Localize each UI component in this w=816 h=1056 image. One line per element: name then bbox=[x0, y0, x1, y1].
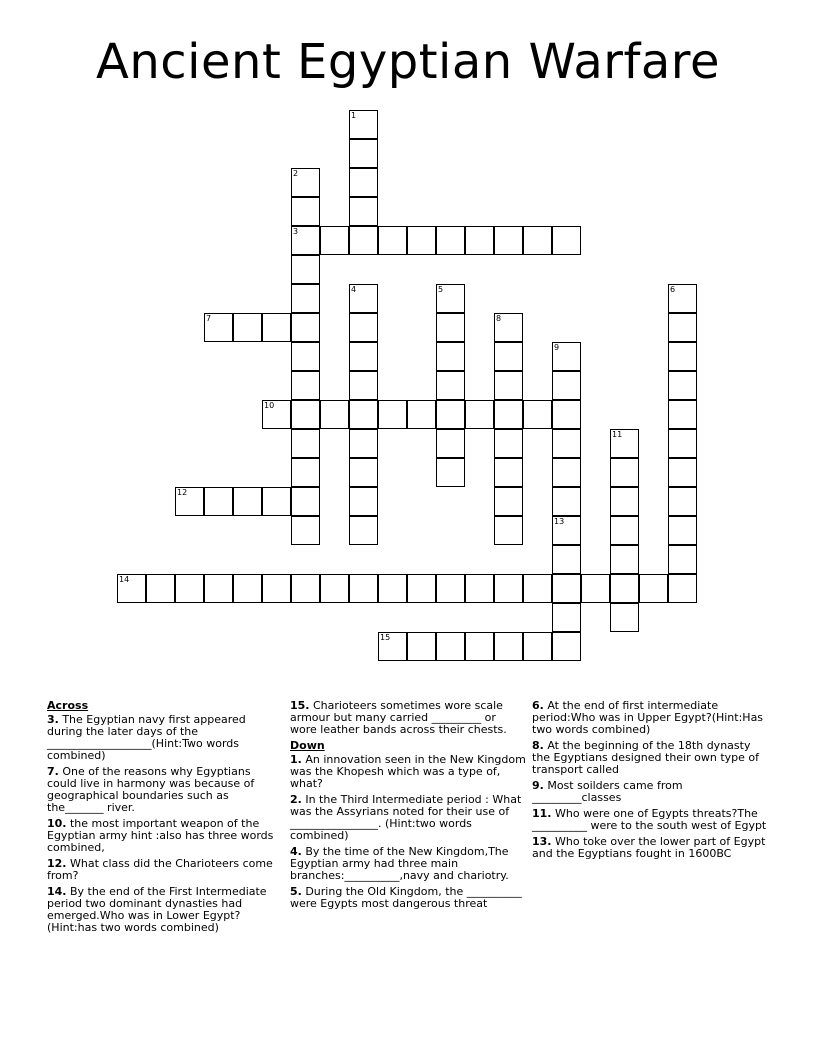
clue-item-text: An innovation seen in the New Kingdom was the Khopesh which was a type of, what? bbox=[290, 753, 526, 790]
grid-cell[interactable] bbox=[494, 632, 523, 661]
clue-item-number: 2. bbox=[290, 793, 302, 806]
grid-cell[interactable] bbox=[291, 313, 320, 342]
grid-cell[interactable] bbox=[668, 342, 697, 371]
grid-cell[interactable] bbox=[668, 284, 697, 313]
grid-cell[interactable] bbox=[436, 429, 465, 458]
grid-cell[interactable] bbox=[291, 342, 320, 371]
grid-cell[interactable] bbox=[494, 458, 523, 487]
grid-cell[interactable] bbox=[668, 545, 697, 574]
grid-cell[interactable] bbox=[291, 197, 320, 226]
clue-item bbox=[47, 766, 283, 814]
grid-cell[interactable] bbox=[117, 574, 146, 603]
grid-cell[interactable] bbox=[610, 487, 639, 516]
grid-cell[interactable] bbox=[523, 574, 552, 603]
clue-item-text: What class did the Charioteers come from? bbox=[47, 857, 273, 882]
grid-cell[interactable] bbox=[494, 371, 523, 400]
grid-cell[interactable] bbox=[552, 342, 581, 371]
clues-column-2 bbox=[290, 700, 526, 914]
grid-cell[interactable] bbox=[523, 400, 552, 429]
grid-cell[interactable] bbox=[552, 632, 581, 661]
clue-item-number: 4. bbox=[290, 845, 302, 858]
clue-item bbox=[532, 740, 768, 776]
grid-cell[interactable] bbox=[668, 371, 697, 400]
grid-cell[interactable] bbox=[204, 313, 233, 342]
grid-cell[interactable] bbox=[465, 400, 494, 429]
clue-item bbox=[532, 780, 768, 804]
grid-cell[interactable] bbox=[552, 458, 581, 487]
grid-cell[interactable] bbox=[668, 429, 697, 458]
clue-item-number: 14. bbox=[47, 885, 67, 898]
clue-item-text: At the beginning of the 18th dynasty the Egyptians designed their own type of transport called bbox=[532, 739, 760, 776]
clue-item-text: In the Third Intermediate period : What was the Assyrians noted for their use of ________________. (Hint:two words combined) bbox=[290, 793, 522, 842]
grid-cell[interactable] bbox=[610, 574, 639, 603]
grid-cell[interactable] bbox=[581, 574, 610, 603]
grid-cell[interactable] bbox=[291, 458, 320, 487]
grid-cell[interactable] bbox=[668, 516, 697, 545]
grid-cell[interactable] bbox=[349, 139, 378, 168]
grid-cell[interactable] bbox=[349, 574, 378, 603]
grid-cell[interactable] bbox=[552, 487, 581, 516]
clue-number: 14 bbox=[119, 575, 130, 584]
grid-cell[interactable] bbox=[349, 516, 378, 545]
grid-cell[interactable] bbox=[378, 574, 407, 603]
grid-cell[interactable] bbox=[494, 429, 523, 458]
grid-cell[interactable] bbox=[378, 400, 407, 429]
grid-cell[interactable] bbox=[407, 400, 436, 429]
grid-cell[interactable] bbox=[262, 487, 291, 516]
clue-item bbox=[47, 818, 283, 854]
clue-item bbox=[47, 714, 283, 762]
grid-cell[interactable] bbox=[610, 516, 639, 545]
grid-cell[interactable] bbox=[233, 574, 262, 603]
grid-cell[interactable] bbox=[552, 226, 581, 255]
grid-cell[interactable] bbox=[291, 429, 320, 458]
clue-item-text: By the time of the New Kingdom,The Egyptian army had three main branches:__________,navy and chariotry. bbox=[290, 845, 509, 882]
clue-item-text: The Egyptian navy first appeared during the later days of the ___________________(Hint:Two words combined) bbox=[47, 713, 246, 762]
grid-cell[interactable] bbox=[436, 371, 465, 400]
clue-item-number: 12. bbox=[47, 857, 67, 870]
grid-cell[interactable] bbox=[291, 255, 320, 284]
clue-item-number: 11. bbox=[532, 807, 552, 820]
grid-cell[interactable] bbox=[146, 574, 175, 603]
grid-cell[interactable] bbox=[436, 313, 465, 342]
clue-number: 5 bbox=[438, 285, 444, 294]
grid-cell[interactable] bbox=[552, 429, 581, 458]
clue-item-text: Charioteers sometimes wore scale armour but many carried _________ or wore leather bands across their chests. bbox=[290, 699, 507, 736]
grid-cell[interactable] bbox=[262, 400, 291, 429]
grid-cell[interactable] bbox=[639, 574, 668, 603]
clue-number: 1 bbox=[351, 111, 357, 120]
clue-item bbox=[47, 858, 283, 882]
clue-item-number: 9. bbox=[532, 779, 544, 792]
grid-cell[interactable] bbox=[291, 400, 320, 429]
grid-cell[interactable] bbox=[262, 574, 291, 603]
clue-item bbox=[290, 700, 526, 736]
clue-item-text: the most important weapon of the Egyptian army hint :also has three words combined, bbox=[47, 817, 274, 854]
grid-cell[interactable] bbox=[349, 400, 378, 429]
grid-cell[interactable] bbox=[436, 400, 465, 429]
grid-cell[interactable] bbox=[552, 545, 581, 574]
grid-cell[interactable] bbox=[494, 574, 523, 603]
clue-number: 9 bbox=[554, 343, 560, 352]
clue-item-number: 13. bbox=[532, 835, 552, 848]
clue-number: 7 bbox=[206, 314, 212, 323]
clue-number: 10 bbox=[264, 401, 275, 410]
page-title: Ancient Egyptian Warfare bbox=[96, 34, 720, 90]
grid-cell[interactable] bbox=[349, 284, 378, 313]
grid-cell[interactable] bbox=[349, 226, 378, 255]
clue-number: 11 bbox=[612, 430, 623, 439]
clue-section-header: Down bbox=[290, 739, 325, 752]
grid-cell[interactable] bbox=[552, 371, 581, 400]
clue-item-number: 6. bbox=[532, 699, 544, 712]
clue-item bbox=[290, 794, 526, 842]
grid-cell[interactable] bbox=[552, 400, 581, 429]
grid-cell[interactable] bbox=[378, 632, 407, 661]
grid-cell[interactable] bbox=[668, 313, 697, 342]
grid-cell[interactable] bbox=[349, 458, 378, 487]
grid-cell[interactable] bbox=[320, 400, 349, 429]
grid-cell[interactable] bbox=[349, 342, 378, 371]
clue-item-number: 10. bbox=[47, 817, 67, 830]
grid-cell[interactable] bbox=[407, 226, 436, 255]
grid-cell[interactable] bbox=[494, 313, 523, 342]
grid-cell[interactable] bbox=[436, 632, 465, 661]
clue-item-number: 8. bbox=[532, 739, 544, 752]
grid-cell[interactable] bbox=[175, 487, 204, 516]
grid-cell[interactable] bbox=[349, 429, 378, 458]
grid-cell[interactable] bbox=[291, 371, 320, 400]
grid-cell[interactable] bbox=[349, 371, 378, 400]
grid-cell[interactable] bbox=[552, 516, 581, 545]
grid-cell[interactable] bbox=[494, 400, 523, 429]
grid-cell[interactable] bbox=[320, 574, 349, 603]
grid-cell[interactable] bbox=[349, 487, 378, 516]
clue-number: 4 bbox=[351, 285, 357, 294]
clue-number: 6 bbox=[670, 285, 676, 294]
clues-column-1 bbox=[47, 700, 283, 938]
clue-item-number: 1. bbox=[290, 753, 302, 766]
grid-cell[interactable] bbox=[349, 313, 378, 342]
grid-cell[interactable] bbox=[291, 487, 320, 516]
grid-cell[interactable] bbox=[494, 226, 523, 255]
grid-cell[interactable] bbox=[610, 603, 639, 632]
grid-cell[interactable] bbox=[668, 574, 697, 603]
clue-item bbox=[290, 846, 526, 882]
clue-item-number: 5. bbox=[290, 885, 302, 898]
grid-cell[interactable] bbox=[436, 226, 465, 255]
clue-number: 3 bbox=[293, 227, 299, 236]
grid-cell[interactable] bbox=[494, 342, 523, 371]
grid-cell[interactable] bbox=[175, 574, 204, 603]
clue-item-text: One of the reasons why Egyptians could live in harmony was because of geographical boundaries such as the_______ river. bbox=[47, 765, 255, 814]
grid-cell[interactable] bbox=[610, 429, 639, 458]
grid-cell[interactable] bbox=[204, 487, 233, 516]
clue-item-text: At the end of first intermediate period:Who was in Upper Egypt?(Hint:Has two words combined) bbox=[532, 699, 764, 736]
grid-cell[interactable] bbox=[291, 226, 320, 255]
grid-cell[interactable] bbox=[523, 632, 552, 661]
grid-cell[interactable] bbox=[668, 400, 697, 429]
grid-cell[interactable] bbox=[494, 516, 523, 545]
grid-cell[interactable] bbox=[407, 574, 436, 603]
clue-number: 15 bbox=[380, 633, 391, 642]
grid-cell[interactable] bbox=[610, 458, 639, 487]
grid-cell[interactable] bbox=[349, 168, 378, 197]
grid-cell[interactable] bbox=[349, 197, 378, 226]
grid-cell[interactable] bbox=[407, 632, 436, 661]
grid-cell[interactable] bbox=[378, 226, 407, 255]
grid-cell[interactable] bbox=[523, 226, 552, 255]
grid-cell[interactable] bbox=[436, 458, 465, 487]
grid-cell[interactable] bbox=[465, 574, 494, 603]
grid-cell[interactable] bbox=[291, 284, 320, 313]
grid-cell[interactable] bbox=[436, 284, 465, 313]
clue-item-number: 7. bbox=[47, 765, 59, 778]
grid-cell[interactable] bbox=[610, 545, 639, 574]
clue-item-text: During the Old Kingdom, the __________ were Egypts most dangerous threat bbox=[290, 885, 522, 910]
clue-item-text: Most soilders came from _________classes bbox=[532, 779, 683, 804]
grid-cell[interactable] bbox=[668, 487, 697, 516]
clue-item bbox=[532, 808, 768, 832]
clue-number: 13 bbox=[554, 517, 565, 526]
grid-cell[interactable] bbox=[465, 226, 494, 255]
clue-item-number: 15. bbox=[290, 699, 310, 712]
clue-number: 8 bbox=[496, 314, 502, 323]
clue-item-number: 3. bbox=[47, 713, 59, 726]
grid-cell[interactable] bbox=[291, 516, 320, 545]
clue-item-text: Who were one of Egypts threats?The __________ were to the south west of Egypt bbox=[532, 807, 767, 832]
grid-cell[interactable] bbox=[320, 226, 349, 255]
clue-item bbox=[532, 836, 768, 860]
clues-column-3 bbox=[532, 700, 768, 864]
grid-cell[interactable] bbox=[233, 313, 262, 342]
clue-section-header: Across bbox=[47, 699, 89, 712]
grid-cell[interactable] bbox=[668, 458, 697, 487]
clue-item bbox=[532, 700, 768, 736]
grid-cell[interactable] bbox=[233, 487, 262, 516]
clue-item-text: Who toke over the lower part of Egypt and the Egyptians fought in 1600BC bbox=[532, 835, 766, 860]
grid-cell[interactable] bbox=[552, 574, 581, 603]
clue-number: 2 bbox=[293, 169, 299, 178]
grid-cell[interactable] bbox=[465, 632, 494, 661]
grid-cell[interactable] bbox=[552, 603, 581, 632]
clue-item bbox=[290, 886, 526, 910]
grid-cell[interactable] bbox=[349, 110, 378, 139]
grid-cell[interactable] bbox=[494, 487, 523, 516]
clue-item-text: By the end of the First Intermediate period two dominant dynasties had emerged.Who was in Lower Egypt?(Hint:has two words combined) bbox=[47, 885, 267, 934]
clue-number: 12 bbox=[177, 488, 188, 497]
grid-cell[interactable] bbox=[262, 313, 291, 342]
grid-cell[interactable] bbox=[204, 574, 233, 603]
grid-cell[interactable] bbox=[436, 574, 465, 603]
clue-item bbox=[47, 886, 283, 934]
grid-cell[interactable] bbox=[436, 342, 465, 371]
clue-item bbox=[290, 754, 526, 790]
grid-cell[interactable] bbox=[291, 168, 320, 197]
grid-cell[interactable] bbox=[291, 574, 320, 603]
